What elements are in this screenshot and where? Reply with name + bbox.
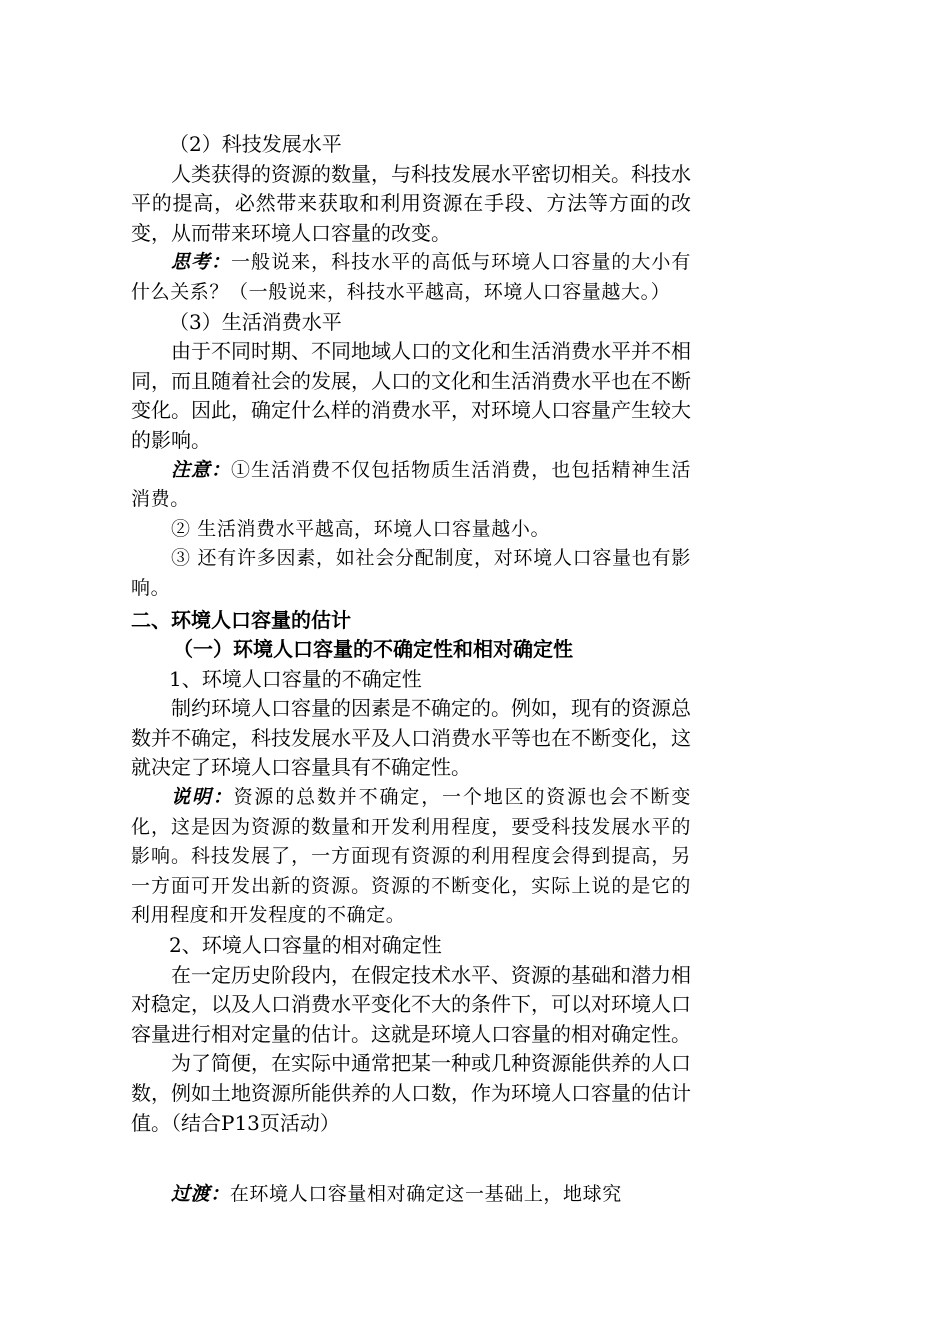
- think-text: 一般说来，科技水平的高低与环境人口容量的大小有什么关系？（一般说来，科技水平越高，环境人口容量越大。）: [131, 251, 691, 303]
- paragraph-tech-resources: 人类获得的资源的数量，与科技发展水平密切相关。科技水平的提高，必然带来获取和利用资源在手段、方法等方面的改变，从而带来环境人口容量的改变。: [131, 161, 691, 245]
- paragraph-transition: [131, 1180, 691, 1210]
- transition-text: 在环境人口容量相对确定这一基础上，地球究: [229, 1183, 622, 1206]
- explanation-label: 说明：: [171, 786, 234, 809]
- document-page: [131, 130, 691, 1210]
- item-heading-relative-certainty: 2、环境人口容量的相对确定性: [169, 933, 442, 958]
- think-label: 思考：: [171, 251, 232, 274]
- note-text: ①生活消费不仅包括物质生活消费，也包括精神生活消费。: [131, 458, 691, 511]
- section-heading-estimation: 二、环境人口容量的估计: [131, 607, 351, 632]
- paragraph-uncertainty: 制约环境人口容量的因素是不确定的。例如，现有的资源总数并不确定，科技发展水平及人口消费水平等也在不断变化，这就决定了环境人口容量具有不确定性。: [131, 696, 691, 780]
- explanation-text: 资源的总数并不确定，一个地区的资源也会不断变化，这是因为资源的数量和开发利用程度，要受科技发展水平的影响。科技发展了，一方面现有资源的利用程度会得到提高，另一方面可开发出新的资源。资源的不断变化，实际上说的是它的利用程度和开发程度的不确定。: [131, 786, 691, 927]
- item-heading-uncertainty: 1、环境人口容量的不确定性: [169, 666, 422, 691]
- subsection-heading-uncertainty: （一）环境人口容量的不确定性和相对确定性: [173, 637, 573, 662]
- note-label: 注意：: [171, 458, 232, 481]
- paragraph-explanation: [131, 783, 691, 931]
- paragraph-think: [131, 248, 691, 307]
- paragraph-relative-certainty: 在一定历史阶段内，在假定技术水平、资源的基础和潜力相对稳定，以及人口消费水平变化不大的条件下，可以对环境人口容量进行相对定量的估计。这就是环境人口容量的相对确定性。: [131, 962, 691, 1046]
- paragraph-simplification: 为了简便，在实际中通常把某一种或几种资源能供养的人口数，例如土地资源所能供养的人口数，作为环境人口容量的估计值。（结合P13页活动）: [131, 1051, 691, 1135]
- paragraph-consumption: 由于不同时期、不同地域人口的文化和生活消费水平并不相同，而且随着社会的发展，人口的文化和生活消费水平也在不断变化。因此，确定什么样的消费水平，对环境人口容量产生较大的影响。: [131, 339, 691, 452]
- transition-label: 过渡：: [171, 1183, 230, 1206]
- note-item-2: ② 生活消费水平越高，环境人口容量越小。: [171, 517, 551, 540]
- subheading-tech-level: （2）科技发展水平: [169, 132, 342, 156]
- blank-line: [131, 1138, 691, 1176]
- subheading-consumption-level: （3）生活消费水平: [169, 309, 342, 334]
- paragraph-note: [131, 456, 691, 515]
- note-item-3: ③ 还有许多因素，如社会分配制度，对环境人口容量也有影响。: [131, 547, 691, 599]
